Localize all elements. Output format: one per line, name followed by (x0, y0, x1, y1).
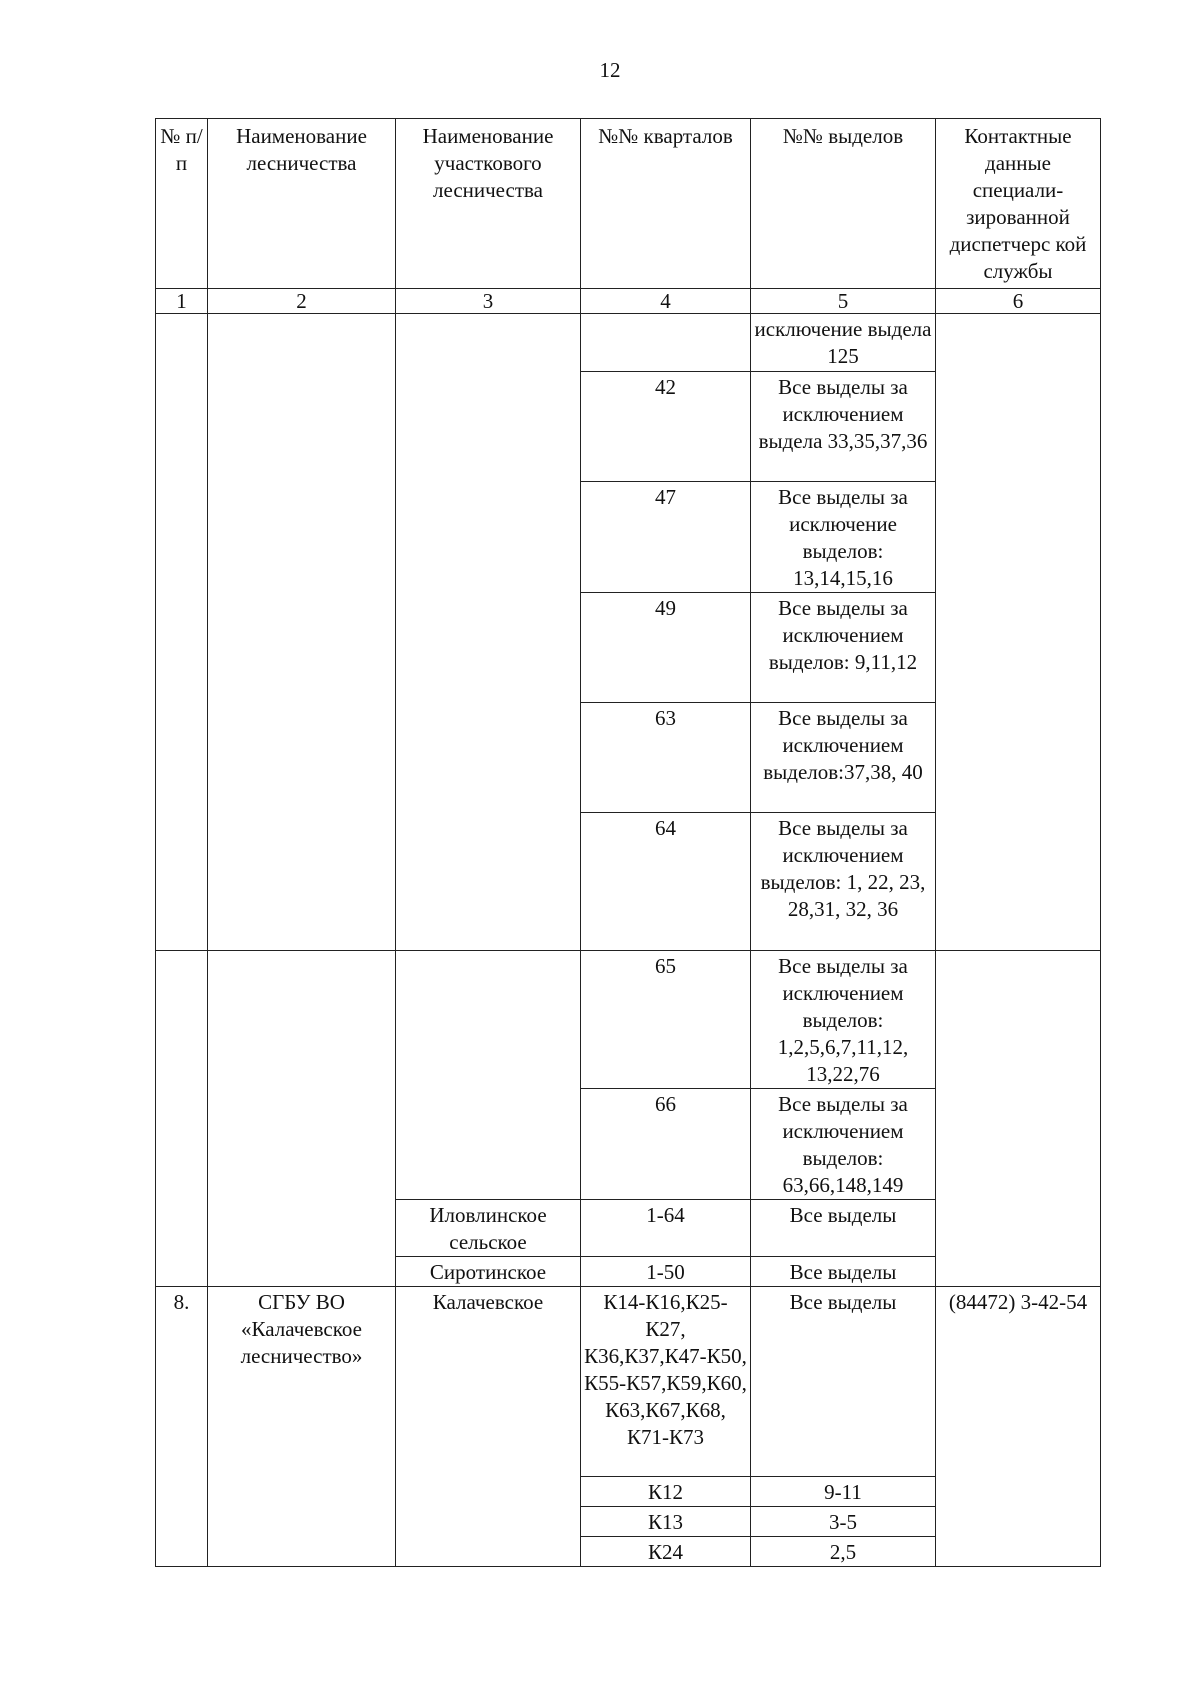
page-number: 12 (599, 58, 621, 82)
quarter-cell: К14-К16,К25-К27, К36,К37,К47-К50, К55-К57,К59,К60, К63,К67,К68, К71-К73 (581, 1287, 751, 1477)
quarter-cell: 1-50 (581, 1257, 751, 1287)
quarter-cell: 65 (581, 951, 751, 1089)
allotments-cell: 3-5 (751, 1507, 936, 1537)
district-cell: Иловлинское сельское (396, 1200, 581, 1257)
header-row (156, 119, 1101, 289)
allotments-cell: исключение выдела 125 (751, 314, 936, 372)
table-row (156, 951, 1101, 1089)
allotments-cell: Все выделы за исключением выделов: 63,66,148,149 (751, 1089, 936, 1200)
column-number: 6 (936, 289, 1101, 314)
contacts-cell: (84472) 3-42-54 (936, 1287, 1101, 1567)
num-cell: 8. (156, 1287, 208, 1567)
forestry-cell (208, 314, 396, 951)
forestry-cell: СГБУ ВО «Калачевское лесничество» (208, 1287, 396, 1567)
allotments-cell: Все выделы за исключением выделов: 1,2,5,6,7,11,12, 13,22,76 (751, 951, 936, 1089)
allotments-cell: Все выделы за исключением выдела 33,35,37,36 (751, 372, 936, 482)
quarter-cell: К12 (581, 1477, 751, 1507)
header-allotments: №№ выделов (751, 119, 936, 289)
header-district: Наименование участкового лесничества (396, 119, 581, 289)
num-cell (156, 314, 208, 951)
forestry-cell (208, 951, 396, 1287)
quarter-cell: 42 (581, 372, 751, 482)
allotments-cell: Все выделы (751, 1287, 936, 1477)
column-number: 5 (751, 289, 936, 314)
column-number: 4 (581, 289, 751, 314)
allotments-cell: Все выделы (751, 1200, 936, 1257)
header-quarters: №№ кварталов (581, 119, 751, 289)
header-num: № п/п (156, 119, 208, 289)
allotments-cell: Все выделы за исключение выделов: 13,14,15,16 (751, 482, 936, 593)
allotments-cell: Все выделы за исключением выделов: 9,11,12 (751, 593, 936, 703)
column-number: 3 (396, 289, 581, 314)
district-cell (396, 951, 581, 1200)
column-number-row (156, 289, 1101, 314)
quarter-cell: К13 (581, 1507, 751, 1537)
column-number: 1 (156, 289, 208, 314)
district-cell (396, 314, 581, 951)
header-forestry: Наименование лесничества (208, 119, 396, 289)
quarter-cell: 47 (581, 482, 751, 593)
quarter-cell: 63 (581, 703, 751, 813)
district-cell: Калачевское (396, 1287, 581, 1567)
quarter-cell: 1-64 (581, 1200, 751, 1257)
allotments-cell: Все выделы за исключением выделов:37,38, 40 (751, 703, 936, 813)
quarter-cell: 49 (581, 593, 751, 703)
district-cell: Сиротинское (396, 1257, 581, 1287)
quarter-cell: К24 (581, 1537, 751, 1567)
header-contacts: Контактные данные специали-зированной диспетчерс кой службы (936, 119, 1101, 289)
quarter-cell: 64 (581, 813, 751, 951)
contacts-cell (936, 314, 1101, 951)
quarter-cell: 66 (581, 1089, 751, 1200)
allotments-cell: 9-11 (751, 1477, 936, 1507)
num-cell (156, 951, 208, 1287)
table-row (156, 1287, 1101, 1477)
quarter-cell (581, 314, 751, 372)
allotments-cell: 2,5 (751, 1537, 936, 1567)
table-row (156, 314, 1101, 372)
forestry-table (155, 118, 1101, 1567)
column-number: 2 (208, 289, 396, 314)
contacts-cell (936, 951, 1101, 1287)
allotments-cell: Все выделы за исключением выделов: 1, 22, 23, 28,31, 32, 36 (751, 813, 936, 951)
allotments-cell: Все выделы (751, 1257, 936, 1287)
